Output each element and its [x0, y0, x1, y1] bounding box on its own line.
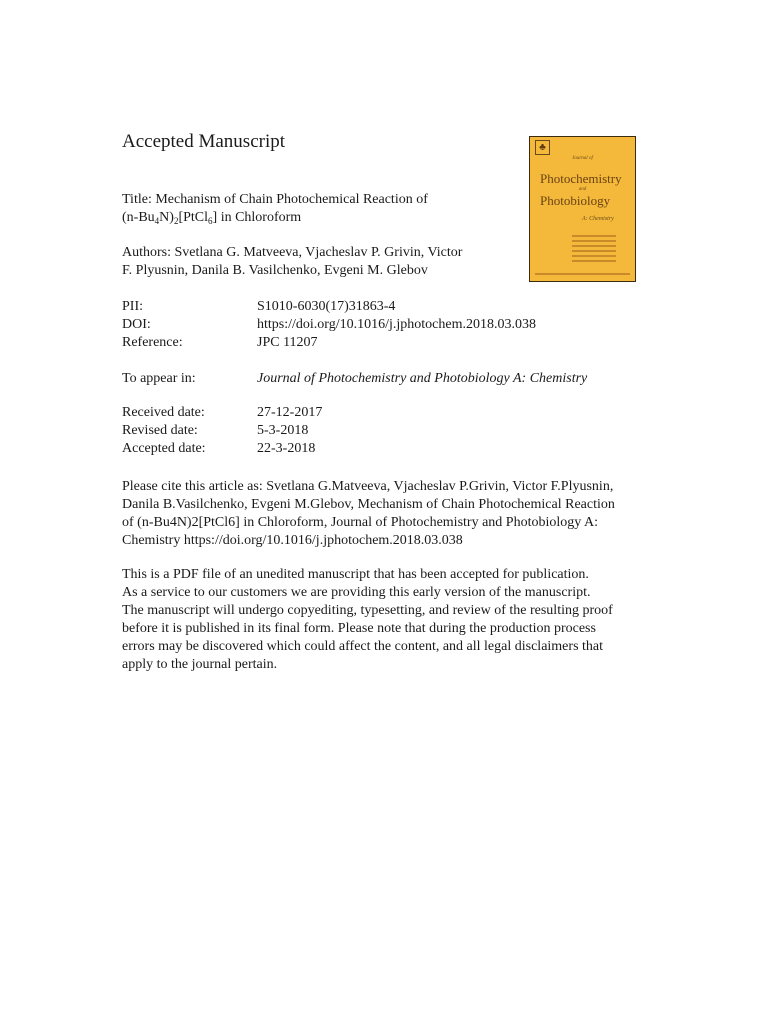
appear-label: To appear in:: [122, 371, 196, 386]
authors-line-2: F. Plyusnin, Danila B. Vasilchenko, Evgeni M. Glebov: [122, 263, 428, 278]
cover-title-1: Photochemistry: [540, 171, 622, 186]
identifiers: [122, 298, 536, 352]
notice-line-2: As a service to our customers we are providing this early version of the manuscript.: [122, 585, 591, 600]
notice-line-3: The manuscript will undergo copyediting, typesetting, and review of the resulting proof: [122, 603, 613, 618]
received-label: Received date:: [122, 405, 205, 420]
accepted-row: [122, 440, 322, 458]
pii-row: [122, 298, 536, 316]
title-line-2: $(n-Bu_4N)_2[PtCl_6]$ in Chloroform: [122, 210, 302, 226]
elsevier-tree-icon: ♣: [535, 140, 550, 155]
doi-row: [122, 316, 536, 334]
reference-row: [122, 334, 536, 352]
title-line-1: Title: Mechanism of Chain Photochemical Reaction of: [122, 192, 428, 207]
article-title: [122, 191, 482, 227]
cover-title-2: Photobiology: [540, 193, 611, 208]
notice-line-5: errors may be discovered which could affect the content, and all legal disclaimers that: [122, 639, 604, 654]
cover-and: and: [578, 187, 587, 192]
page-heading: Accepted Manuscript: [122, 131, 286, 152]
revised-label: Revised date:: [122, 423, 198, 438]
accepted-label: Accepted date:: [122, 441, 206, 456]
citation-line-2: Danila B.Vasilchenko, Evgeni M.Glebov, Mechanism of Chain Photochemical Reaction: [122, 497, 615, 512]
cover-subtitle: A: Chemistry: [582, 216, 614, 222]
revised-value: 5-3-2018: [257, 423, 309, 438]
citation-line-4: Chemistry https://doi.org/10.1016/j.jphotochem.2018.03.038: [122, 533, 463, 548]
notice-line-4: before it is published in its final form. Please note that during the production process: [122, 621, 596, 636]
received-row: [122, 404, 322, 422]
revised-row: [122, 422, 322, 440]
reference-value: JPC 11207: [257, 335, 318, 350]
authors-line-1: Authors: Svetlana G. Matveeva, Vjacheslav P. Grivin, Victor: [122, 245, 463, 260]
received-value: 27-12-2017: [257, 405, 323, 420]
notice-paragraph: [122, 566, 637, 674]
reference-label: Reference:: [122, 335, 183, 350]
doi-label: DOI:: [122, 317, 151, 332]
journal-cover-image: [529, 136, 636, 282]
notice-line-6: apply to the journal pertain.: [122, 657, 278, 672]
pii-label: PII:: [122, 299, 143, 314]
accepted-value: 22-3-2018: [257, 441, 316, 456]
citation-line-1: Please cite this article as: Svetlana G.Matveeva, Vjacheslav P.Grivin, Victor F.Plyusnin,: [122, 479, 614, 494]
dates: [122, 404, 322, 458]
pii-value: S1010-6030(17)31863-4: [257, 299, 396, 314]
cover-journal-of: Journal of: [572, 156, 593, 161]
journal-name: Journal of Photochemistry and Photobiology A: Chemistry: [257, 371, 588, 386]
notice-line-1: This is a PDF file of an unedited manuscript that has been accepted for publication.: [122, 567, 589, 582]
authors: [122, 244, 492, 280]
to-appear-in: [122, 370, 587, 388]
citation-line-3: of (n-Bu4N)2[PtCl6] in Chloroform, Journal of Photochemistry and Photobiology A:: [122, 515, 598, 530]
doi-value[interactable]: https://doi.org/10.1016/j.jphotochem.2018.03.038: [257, 317, 536, 332]
cover-footer-line: [535, 273, 630, 275]
cover-editor-lines: [572, 235, 616, 265]
citation-paragraph: [122, 478, 637, 550]
